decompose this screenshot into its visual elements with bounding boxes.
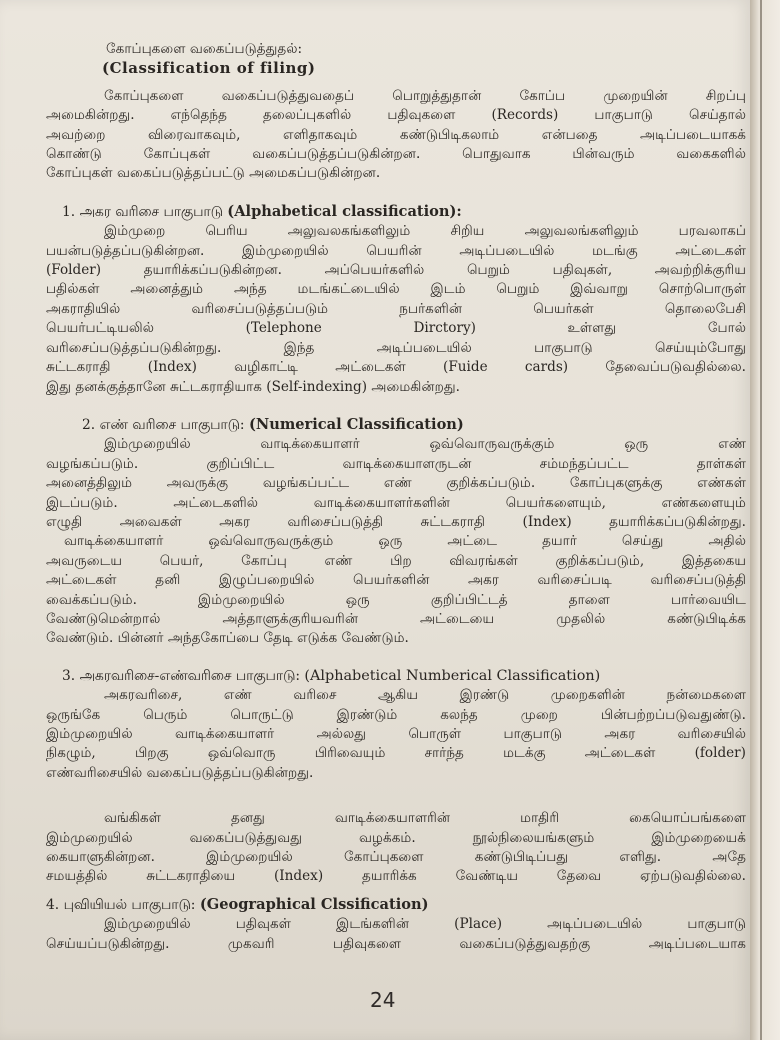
text-line: இம்முறையில் வாடிக்கையாளர் அல்லது பொருள் பாகுபாடு அகர வரிசையில் bbox=[46, 726, 746, 742]
text-line: அனைத்திலும் அவருக்கு வழங்கப்பட்ட எண் குறிக்கப்படும். கோப்புகளுக்கு எண்கள் bbox=[46, 475, 746, 492]
text-line: அட்டைகள் தனி இழுப்பறையில் பெயர்களின் அகர வரிசைப்படி வரிசைப்படுத்தி bbox=[46, 572, 746, 589]
page-content bbox=[46, 40, 746, 954]
text-line: இடப்படும். அட்டைகளில் வாடிக்கையாளர்களின் பெயர்களையும், எண்களையும் bbox=[46, 494, 746, 511]
text-line: பதில்கள் அனைத்தும் அந்த மடங்கட்டையில் இடம் பெறும் இவ்வாறு சொற்பொருள் bbox=[46, 281, 746, 298]
section-heading bbox=[46, 667, 746, 686]
heading-english: (Geographical Clssification) bbox=[199, 895, 429, 913]
text-line: இம்முறையில் வாடிக்கையாளர் ஒவ்வொருவருக்கும் ஒரு எண் bbox=[104, 436, 746, 453]
text-line: செய்யப்படுகின்றது. முகவரி பதிவுகளை வகைப்படுத்துவதற்கு அடிப்படையாக bbox=[46, 935, 746, 952]
text-line: வங்கிகள் தனது வாடிக்கையாளரின் மாதிரி கையொப்பங்களை bbox=[104, 810, 746, 827]
text-line: இம்முறை பெரிய அலுவலகங்களிலும் சிறிய அலுவலங்களிலும் பரவலாகப் bbox=[104, 223, 746, 240]
text-line: சுட்டகராதி (Index) வழிகாட்டி அட்டைகள் (Fuide cards) தேவைப்படுவதில்லை. bbox=[46, 359, 746, 376]
page-fold-line bbox=[760, 0, 762, 1040]
heading-english: (Numerical Classification) bbox=[248, 415, 464, 433]
section-number: 3. bbox=[62, 667, 76, 684]
text-line: ஒருங்கே பெரும் பொருட்டு இரண்டும் கலந்த முறை பின்பற்றப்படுவதுண்டு. bbox=[46, 706, 746, 723]
section-title-english: (Classification of filing) bbox=[102, 59, 316, 78]
heading-tamil: எண் வரிசை பாகுபாடு: bbox=[99, 416, 245, 433]
text-line: வேண்டுமென்றால் அத்தாளுக்குரியவரின் அட்டையை முதலில் கண்டுபிடிக்க bbox=[46, 610, 746, 627]
intro-paragraph bbox=[46, 87, 746, 184]
text-line: இம்முறையில் வகைப்படுத்துவது வழக்கம். நூல்நிலையங்களும் இம்முறையைக் bbox=[46, 829, 746, 846]
section-heading bbox=[46, 895, 746, 915]
text-line: வேண்டும். பின்னர் அந்தகோப்பை தேடி எடுக்க வேண்டும். bbox=[46, 630, 409, 647]
text-line: சமயத்தில் சுட்டகராதியை (Index) தயாரிக்க வேண்டிய தேவை ஏற்படுவதில்லை. bbox=[46, 868, 746, 885]
text-line: வாடிக்கையாளர் ஒவ்வொருவருக்கும் ஒரு அட்டை தயார் செய்து அதில் bbox=[64, 533, 746, 550]
section-heading bbox=[46, 415, 746, 435]
section-number: 2. bbox=[82, 416, 96, 433]
text-line: எண்வரிசையில் வகைப்படுத்தப்படுகின்றது. bbox=[46, 764, 314, 781]
text-line: வரிசைப்படுத்தப்படுகின்றது. இந்த அடிப்படையில் பாகுபாடு செய்யும்போது bbox=[46, 339, 746, 356]
section-alphabetical bbox=[46, 202, 746, 397]
text-line: பெயர்பட்டியலில் (Telephone Dirctory) உள்ளது போல் bbox=[46, 320, 746, 337]
text-line: அகராதியில் வரிசைப்படுத்தப்படும் நபர்களின் பெயர்கள் தொலைபேசி bbox=[46, 300, 746, 317]
text-line: பயன்படுத்தப்படுகின்றன. இம்முறையில் பெயரின் அடிப்படையில் மடங்கு அட்டைகள் bbox=[46, 242, 746, 259]
heading-english: (Alphabetical classification): bbox=[227, 202, 462, 220]
text-line: அவருடைய பெயர், கோப்பு எண் பிற விவரங்கள் குறிக்கப்படும், இத்தகைய bbox=[46, 552, 746, 569]
heading-tamil: புவியியல் பாகுபாடு: bbox=[63, 896, 196, 913]
text-line: (Folder) தயாரிக்கப்படுகின்றன. அப்பெயர்களில் பெறும் பதிவுகள், அவற்றிக்குரிய bbox=[46, 262, 746, 279]
section-title-tamil: கோப்புகளை வகைப்படுத்துதல்: bbox=[106, 41, 303, 57]
page-number: 24 bbox=[370, 988, 396, 1012]
section-numerical bbox=[46, 415, 746, 649]
text-line: இம்முறையில் பதிவுகள் இடங்களின் (Place) அடிப்படையில் பாகுபாடு bbox=[104, 916, 746, 933]
text-line: நிகழும், பிறகு ஒவ்வொரு பிரிவையும் சார்ந்த மடக்கு அட்டைகள் (folder) bbox=[46, 745, 746, 762]
heading-tamil: அகர வரிசை பாகுபாடு bbox=[79, 203, 223, 220]
section-number: 1. bbox=[62, 203, 76, 220]
text-line: வைக்கப்படும். இம்முறையில் ஒரு குறிப்பிட்டத் தாளை பார்வையிட bbox=[46, 591, 746, 608]
text-line: அவற்றை விரைவாகவும், எளிதாகவும் கண்டுபிடிகலாம் என்பதை அடிப்படையாகக் bbox=[46, 126, 746, 143]
heading-english: (Alphabetical Numberical Classification) bbox=[304, 667, 601, 684]
text-line: எழுதி அவைகள் அகர வரிசைப்படுத்தி சுட்டகராதி (Index) தயாரிக்கப்படுகின்றது. bbox=[46, 513, 746, 530]
text-line: கோப்புகள் வகைப்படுத்தப்பட்டு அமைகப்படுகின்றன. bbox=[46, 165, 381, 182]
section-number: 4. bbox=[46, 896, 60, 913]
text-line: வழங்கப்படும். குறிப்பிட்ட வாடிக்கையாளருடன் சம்மந்தப்பட்ட தாள்கள் bbox=[46, 455, 746, 472]
section-geographical bbox=[46, 895, 746, 954]
text-line: கொண்டு கோப்புகள் வகைப்படுத்தப்படுகின்றன. பொதுவாக பின்வரும் வகைகளில் bbox=[46, 146, 746, 163]
next-page-edge bbox=[750, 0, 780, 1040]
heading-tamil: அகரவரிசை-எண்வரிசை பாகுபாடு: bbox=[79, 667, 300, 684]
section-heading bbox=[46, 202, 746, 222]
section-alpha-numerical bbox=[46, 667, 746, 887]
text-line: இது தனக்குத்தானே சுட்டகராதியாக (Self-indexing) அமைகின்றது. bbox=[46, 378, 460, 395]
text-line: அமைகின்றது. எந்தெந்த தலைப்புகளில் பதிவுகளை (Records) பாகுபாடு செய்தால் bbox=[46, 107, 746, 124]
text-line: கையாளுகின்றன. இம்முறையில் கோப்புகளை கண்டுபிடிப்பது எளிது. அதே bbox=[46, 849, 746, 866]
text-line: அகரவரிசை, எண் வரிசை ஆகிய இரண்டு முறைகளின் நன்மைகளை bbox=[104, 687, 746, 704]
text-line: கோப்புகளை வகைப்படுத்துவதைப் பொறுத்துதான் கோப்ப முறையின் சிறப்பு bbox=[104, 87, 746, 104]
